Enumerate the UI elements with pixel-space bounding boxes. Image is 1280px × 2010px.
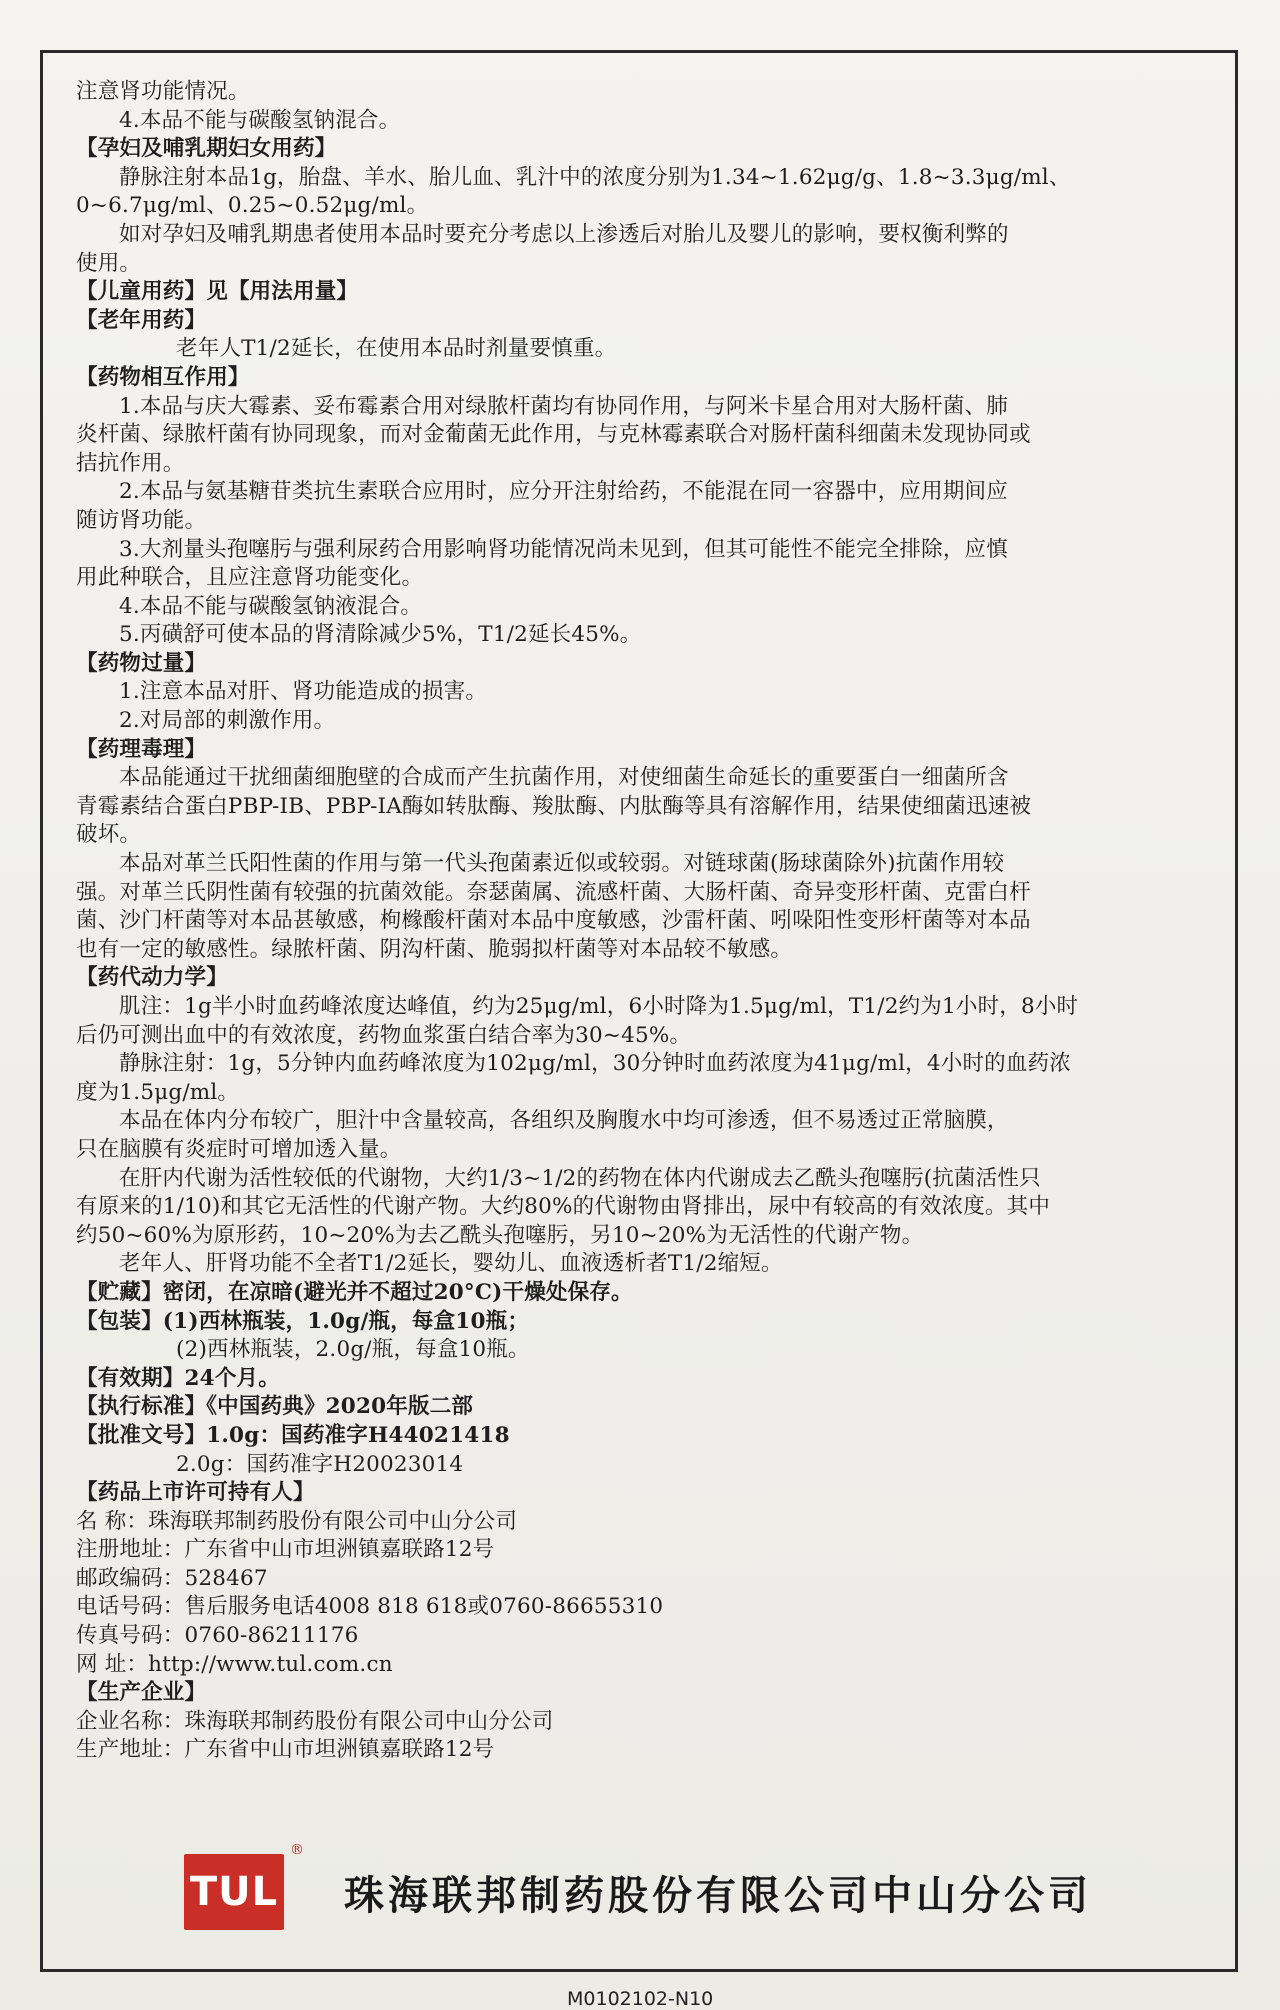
text-line: 破坏。: [76, 822, 142, 848]
footer-company-name: 珠海联邦制药股份有限公司中山分公司: [344, 1872, 1092, 1919]
text-line: 4.本品不能与碳酸氢钠混合。: [119, 107, 401, 133]
text-line: 电话号码：售后服务电话4008 818 618或0760-86655310: [76, 1594, 664, 1620]
section-heading-line: 【贮藏】密闭，在凉暗(避光并不超过20°C)干燥处保存。: [76, 1279, 633, 1305]
text-line: 邮政编码：528467: [76, 1565, 268, 1591]
section-heading-line: 【有效期】24个月。: [76, 1365, 280, 1391]
text-line: 2.本品与氨基糖苷类抗生素联合应用时，应分开注射给药，不能混在同一容器中，应用期间应: [119, 479, 1008, 505]
text-line: 老年人、肝肾功能不全者T1/2延长，婴幼儿、血液透析者T1/2缩短。: [119, 1251, 783, 1277]
section-heading-line: 【儿童用药】见【用法用量】: [76, 279, 359, 305]
section-heading-line: 【药代动力学】: [76, 965, 228, 991]
section-heading-line: 【药理毒理】: [76, 736, 207, 762]
text-line: 拮抗作用。: [76, 450, 185, 476]
document-code: M0102102-N10: [567, 1988, 714, 2010]
text-line: 静脉注射：1g，5分钟内血药峰浓度为102μg/ml，30分钟时血药浓度为41μg/ml，4小时的血药浓: [119, 1051, 1071, 1077]
text-line: 约50~60%为原形药，10~20%为去乙酰头孢噻肟，另10~20%为无活性的代谢产物。: [76, 1222, 924, 1248]
section-heading-line: 【孕妇及哺乳期妇女用药】: [76, 136, 337, 162]
text-line: 3.大剂量头孢噻肟与强利尿药合用影响肾功能情况尚未见到，但其可能性不能完全排除，应慎: [119, 536, 1008, 562]
text-line: 4.本品不能与碳酸氢钠液混合。: [119, 593, 423, 619]
logo-lettering: TUL: [189, 1869, 279, 1915]
text-line: 用此种联合，且应注意肾功能变化。: [76, 565, 424, 591]
text-line: 静脉注射本品1g，胎盘、羊水、胎儿血、乳汁中的浓度分别为1.34~1.62μg/g、1.8~3.3μg/ml、: [119, 164, 1071, 190]
text-line: 只在脑膜有炎症时可增加透入量。: [76, 1136, 402, 1162]
text-line: 企业名称：珠海联邦制药股份有限公司中山分公司: [76, 1708, 554, 1734]
section-heading-line: 【老年用药】: [76, 307, 207, 333]
text-line: 强。对革兰氏阴性菌有较强的抗菌效能。奈瑟菌属、流感杆菌、大肠杆菌、奇异变形杆菌、克雷白杆: [76, 879, 1031, 905]
text-line: 青霉素结合蛋白PBP-IB、PBP-IA酶如转肽酶、羧肽酶、内肽酶等具有溶解作用，结果使细菌迅速被: [76, 793, 1032, 819]
company-logo-icon: [184, 1842, 304, 1930]
text-line: 有原来的1/10)和其它无活性的代谢产物。大约80%的代谢物由肾排出，尿中有较高的有效浓度。其中: [76, 1194, 1051, 1220]
text-line: 菌、沙门杆菌等对本品甚敏感，枸橼酸杆菌对本品中度敏感，沙雷杆菌、吲哚阳性变形杆菌等对本品: [76, 908, 1031, 934]
text-line: 1.本品与庆大霉素、妥布霉素合用对绿脓杆菌均有协同作用，与阿米卡星合用对大肠杆菌、肺: [119, 393, 1008, 419]
text-line: 使用。: [76, 250, 142, 276]
section-heading-line: 【批准文号】1.0g：国药准字H44021418: [76, 1422, 510, 1448]
text-line: 0~6.7μg/ml、0.25~0.52μg/ml。: [76, 193, 429, 219]
text-line: 传真号码：0760-86211176: [76, 1623, 359, 1649]
text-line: 本品对革兰氏阳性菌的作用与第一代头孢菌素近似或较弱。对链球菌(肠球菌除外)抗菌作用较: [119, 851, 1005, 877]
text-line: 本品能通过干扰细菌细胞壁的合成而产生抗菌作用，对使细菌生命延长的重要蛋白一细菌所含: [119, 765, 1009, 791]
text-line: 2.0g：国药准字H20023014: [176, 1451, 464, 1477]
section-heading-line: 【药品上市许可持有人】: [76, 1480, 315, 1506]
text-line: 生产地址：广东省中山市坦洲镇嘉联路12号: [76, 1737, 495, 1763]
text-line: 在肝内代谢为活性较低的代谢物，大约1/3~1/2的药物在体内代谢成去乙酰头孢噻肟(抗菌活性只: [119, 1165, 1041, 1191]
section-heading-line: 【生产企业】: [76, 1680, 207, 1706]
section-heading-line: 【执行标准】《中国药典》2020年版二部: [76, 1394, 474, 1420]
text-line: 名 称：珠海联邦制药股份有限公司中山分公司: [76, 1508, 518, 1534]
text-line: 5.丙磺舒可使本品的肾清除减少5%，T1/2延长45%。: [119, 622, 642, 648]
text-line: 老年人T1/2延长，在使用本品时剂量要慎重。: [176, 336, 617, 362]
section-heading-line: 【药物过量】: [76, 650, 207, 676]
registered-mark: ®: [290, 1842, 304, 1858]
text-line: (2)西林瓶装，2.0g/瓶，每盒10瓶。: [176, 1337, 530, 1363]
text-line: 也有一定的敏感性。绿脓杆菌、阴沟杆菌、脆弱拟杆菌等对本品较不敏感。: [76, 936, 793, 962]
text-line: 随访肾功能。: [76, 507, 207, 533]
insert-body-text: [76, 78, 1216, 1765]
text-line: 网 址：http://www.tul.com.cn: [76, 1651, 393, 1677]
section-heading-line: 【药物相互作用】: [76, 364, 250, 390]
text-line: 1.注意本品对肝、肾功能造成的损害。: [119, 679, 488, 705]
footer-brand: [184, 1842, 1134, 1932]
text-line: 注意肾功能情况。: [76, 79, 250, 104]
text-line: 炎杆菌、绿脓杆菌有协同现象，而对金葡菌无此作用，与克林霉素联合对肠杆菌科细菌未发现协同或: [76, 422, 1031, 448]
text-line: 本品在体内分布较广，胆汁中含量较高，各组织及胸腹水中均可渗透，但不易透过正常脑膜，: [119, 1108, 1009, 1134]
text-line: 注册地址：广东省中山市坦洲镇嘉联路12号: [76, 1537, 495, 1563]
text-line: 度为1.5μg/ml。: [76, 1079, 240, 1105]
text-line: 后仍可测出血中的有效浓度，药物血浆蛋白结合率为30~45%。: [76, 1022, 692, 1048]
section-heading-line: 【包装】(1)西林瓶装，1.0g/瓶，每盒10瓶；: [76, 1308, 530, 1334]
text-line: 如对孕妇及哺乳期患者使用本品时要充分考虑以上渗透后对胎儿及婴儿的影响，要权衡利弊的: [119, 221, 1009, 247]
text-line: 2.对局部的刺激作用。: [119, 708, 336, 734]
text-line: 肌注：1g半小时血药峰浓度达峰值，约为25μg/ml，6小时降为1.5μg/ml，T1/2约为1小时，8小时: [119, 994, 1079, 1019]
